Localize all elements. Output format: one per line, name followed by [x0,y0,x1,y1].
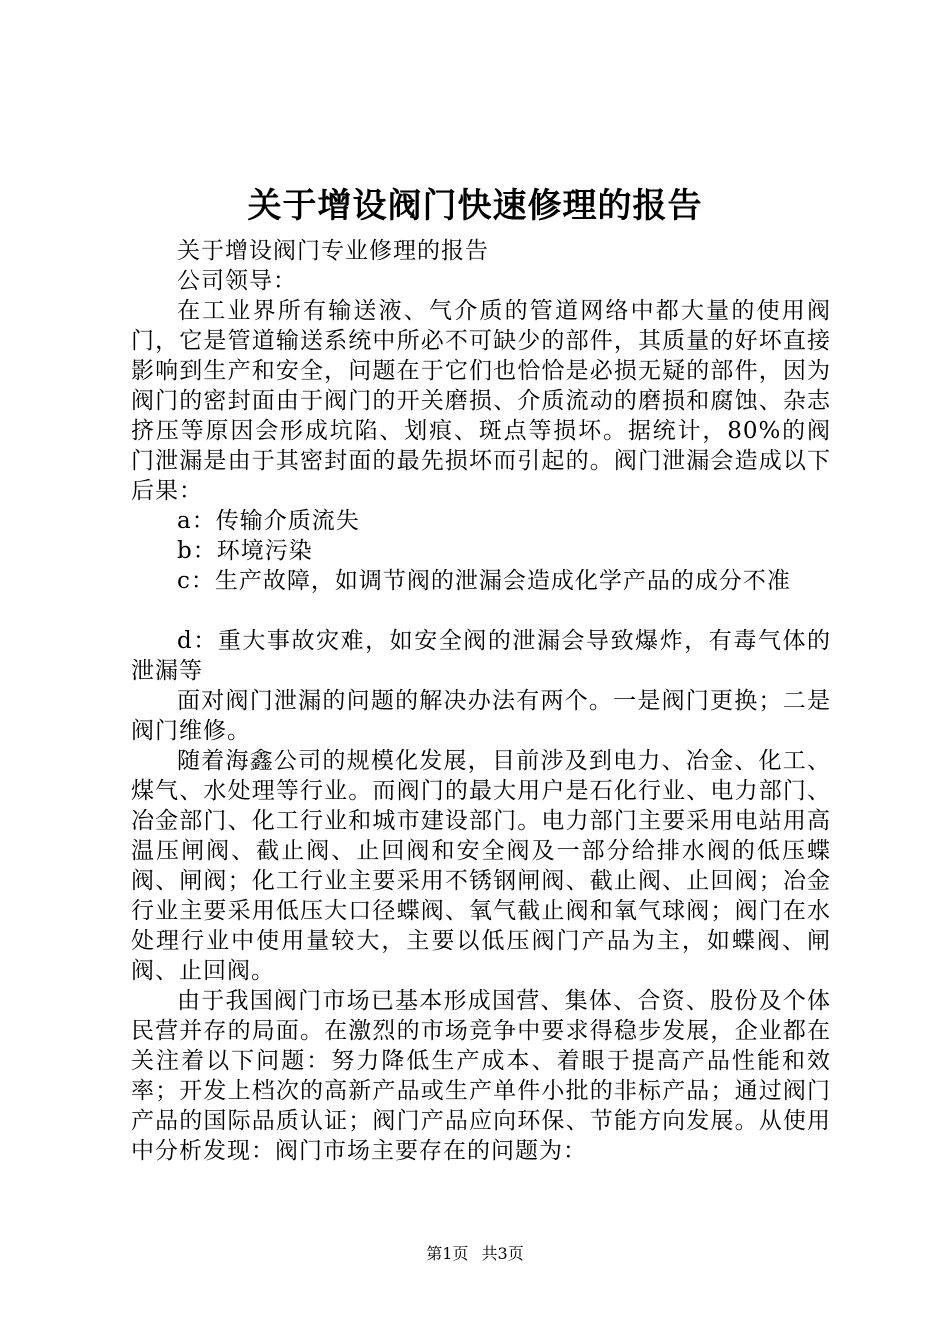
body-paragraph: 在工业界所有输送液、气介质的管道网络中都大量的使用阀门，它是管道输送系统中所必不可缺少的部件，其质量的好坏直接影响到生产和安全，问题在于它们也恰恰是必损无疑的部件，因为阀门的密封面由于阀门的开关磨损、介质流动的磨损和腐蚀、杂志挤压等原因会形成坑陷、划痕、斑点等损坏。据统计，80%的阀门泄漏是由于其密封面的最先损坏而引起的。阀门泄漏会造成以下后果： [131,298,831,504]
document-title: 关于增设阀门快速修理的报告 [247,186,703,226]
page-number: 第1页 [426,1244,469,1263]
list-item-a: a：传输介质流失 [177,508,360,534]
body-paragraph: 随着海鑫公司的规模化发展，目前涉及到电力、冶金、化工、煤气、水处理等行业。而阀门的最大用户是石化行业、电力部门、冶金部门、化工行业和城市建设部门。电力部门主要采用电站用高温压闸阀、截止阀、止回阀和安全阀及一部分给排水阀的低压蝶阀、闸阀；化工行业主要采用不锈钢闸阀、截止阀、止回阀；冶金行业主要采用低压大口径蝶阀、氧气截止阀和氧气球阀；阀门在水处理行业中使用量较大，主要以低压阀门产品为主，如蝶阀、闸阀、止回阀。 [131,748,831,984]
document-body [131,236,831,1166]
list-item-c: c：生产故障，如调节阀的泄漏会造成化学产品的成分不准 [177,568,791,594]
salutation: 公司领导： [177,268,297,294]
page-footer [0,1243,950,1265]
body-paragraph: 由于我国阀门市场已基本形成国营、集体、合资、股份及个体民营并存的局面。在激烈的市场竞争中要求得稳步发展，企业都在关注着以下问题：努力降低生产成本、着眼于提高产品性能和效率；开发上档次的高新产品或生产单件小批的非标产品；通过阀门产品的国际品质认证；阀门产品应向环保、节能方向发展。从使用中分析发现：阀门市场主要存在的问题为： [131,988,831,1164]
page-count: 共3页 [481,1244,524,1263]
list-item-b: b：环境污染 [177,538,313,564]
list-item-d: d：重大事故灾难，如安全阀的泄漏会导致爆炸，有毒气体的泄漏等 [131,628,831,684]
body-paragraph: 面对阀门泄漏的问题的解决办法有两个。一是阀门更换；二是阀门维修。 [131,688,831,744]
subtitle-line: 关于增设阀门专业修理的报告 [177,238,489,264]
